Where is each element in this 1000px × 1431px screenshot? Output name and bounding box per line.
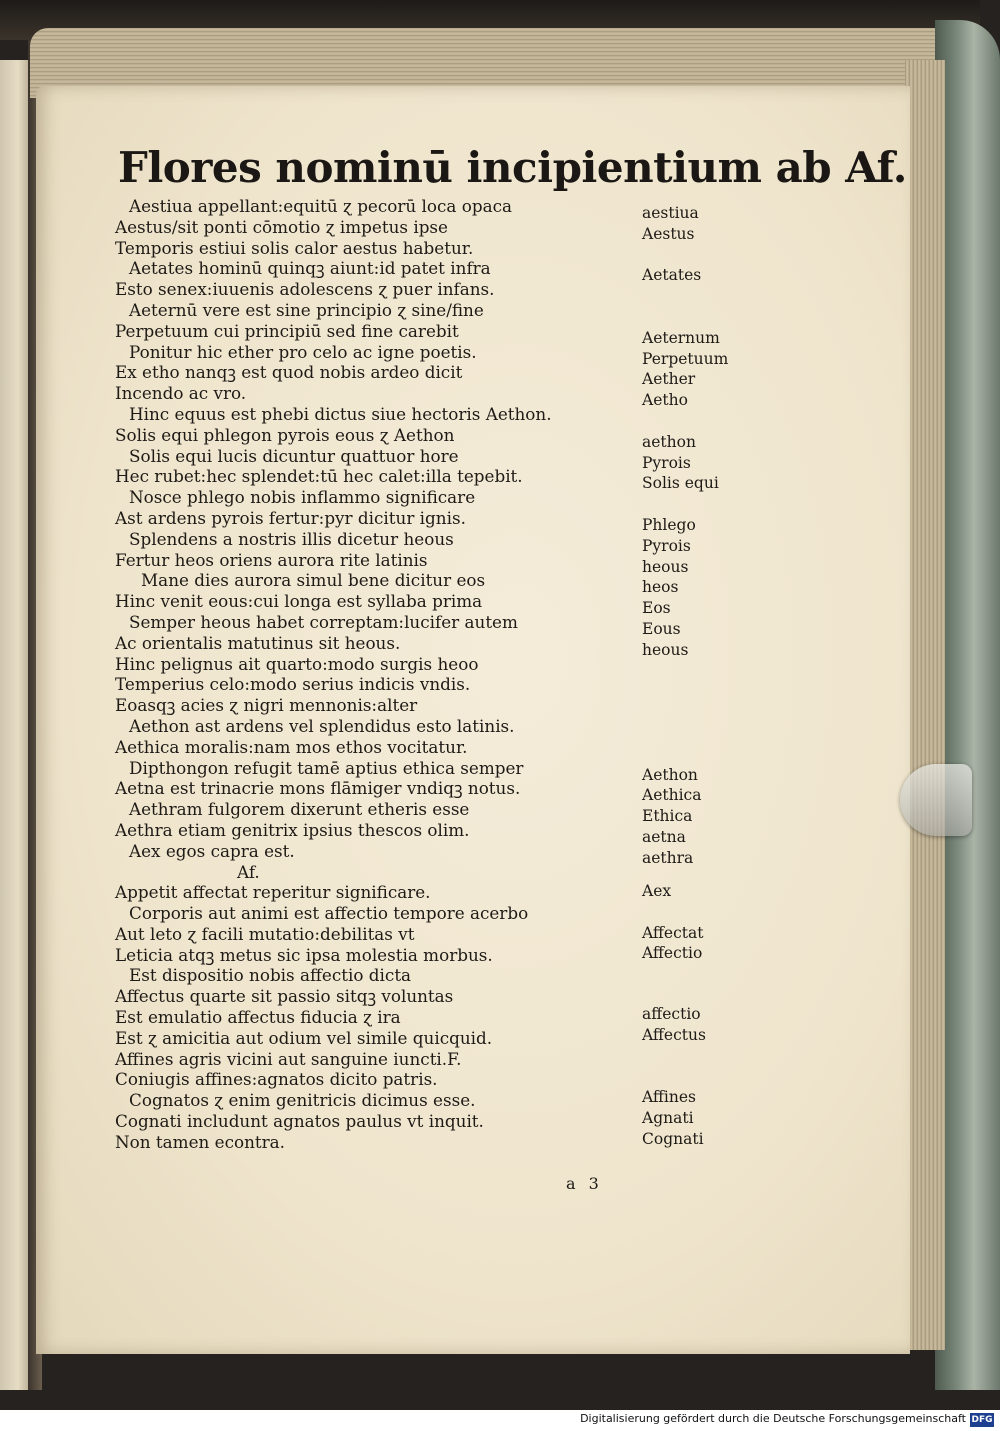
text-line: Nosce phlego nobis inflammo significare [129, 487, 476, 508]
text-line: Coniugis affines:agnatos dicito patris. [115, 1069, 438, 1090]
text-line: Corporis aut animi est affectio tempore acerbo [129, 903, 529, 924]
text-line: Af. [237, 861, 260, 882]
text-line: Cognatos ɀ enim genitricis dicimus esse. [129, 1090, 476, 1111]
text-line: Aethica moralis:nam mos ethos vocitatur. [115, 736, 468, 757]
text-line: Solis equi phlegon pyrois eous ɀ Aethon [115, 424, 455, 445]
marginal-note: heous [642, 557, 689, 576]
marginal-note: Agnati [642, 1108, 694, 1127]
marginal-note: Affectat [642, 923, 704, 942]
marginal-note: Perpetuum [642, 349, 729, 368]
marginal-note: Aestus [642, 224, 695, 243]
marginal-note: Aex [642, 882, 672, 901]
text-line: Aestiua appellant:equitū ɀ pecorū loca opaca [129, 196, 512, 216]
text-line: Non tamen econtra. [115, 1131, 286, 1152]
text-line: Temporis estiui solis calor aestus habetur. [115, 237, 474, 258]
page-clip [900, 764, 972, 836]
marginal-note: Aether [642, 370, 696, 389]
marginal-note: aestiua [642, 204, 699, 222]
text-line: Perpetuum cui principiū sed fine carebit [115, 320, 459, 341]
text-line: Hinc pelignus ait quarto:modo surgis heoo [115, 653, 479, 674]
text-line: Affines agris vicini aut sanguine iuncti.F. [115, 1048, 462, 1069]
text-line: Hinc equus est phebi dictus siue hectoris Aethon. [129, 403, 552, 424]
marginal-note: Pyrois [642, 536, 691, 555]
marginal-note: Aeternum [642, 328, 720, 347]
text-line: Hinc venit eous:cui longa est syllaba prima [115, 591, 483, 612]
marginal-note: Eos [642, 599, 671, 618]
text-line: Splendens a nostris illis dicetur heous [129, 528, 454, 549]
text-line: Solis equi lucis dicuntur quattuor hore [129, 445, 459, 466]
text-line: Aetna est trinacrie mons flāmiger vndiqꝫ notus. [115, 778, 521, 799]
text-line: Hec rubet:hec splendet:tū hec calet:illa tepebit. [115, 466, 523, 487]
text-line: Dipthongon refugit tamē aptius ethica semper [129, 757, 524, 778]
text-line: Aethra etiam genitrix ipsius thescos olim. [115, 819, 470, 840]
marginal-note: Solis equi [642, 474, 719, 493]
text-line: Aethon ast ardens vel splendidus esto latinis. [129, 715, 515, 736]
left-facing-page [0, 60, 30, 1390]
text-line: Affectus quarte sit passio sitqꝫ voluntas [115, 986, 454, 1007]
footer-bar [0, 1410, 1000, 1431]
marginal-note: Cognati [642, 1129, 704, 1148]
signature-mark: a 3 [566, 1174, 603, 1193]
page-heading: Flores nominū incipientium ab Af. [118, 143, 907, 192]
text-line: Esto senex:iuuenis adolescens ɀ puer infans. [115, 279, 495, 300]
text-line: Cognati includunt agnatos paulus vt inquit. [115, 1111, 484, 1132]
text-line: Ast ardens pyrois fertur:pyr dicitur ignis. [115, 507, 466, 528]
marginal-note: aethra [642, 848, 694, 867]
marginal-note: Aethica [642, 786, 702, 805]
text-line: Est emulatio affectus fiducia ɀ ira [115, 1007, 401, 1028]
text-line: Mane dies aurora simul bene dicitur eos [141, 570, 486, 591]
text-line: Est ɀ amicitia aut odium vel simile quicquid. [115, 1027, 493, 1048]
marginal-note: Pyrois [642, 453, 691, 472]
text-line: Aetates hominū quinqꝫ aiunt:id patet infra [129, 258, 491, 279]
page-block-right [905, 60, 945, 1350]
marginal-note: Affectus [642, 1025, 706, 1044]
text-line: Semper heous habet correptam:lucifer autem [129, 611, 518, 632]
text-line: Appetit affectat reperitur significare. [115, 882, 431, 903]
text-line: Temperius celo:modo serius indicis vndis. [115, 674, 471, 695]
text-line: Aestus/sit ponti cōmotio ɀ impetus ipse [115, 216, 448, 237]
text-line: Eoasqꝫ acies ɀ nigri mennonis:alter [115, 695, 418, 716]
main-text-column [115, 196, 615, 1153]
marginal-note: Aethon [642, 765, 698, 784]
marginal-note: aetna [642, 828, 686, 846]
text-line: Est dispositio nobis affectio dicta [129, 965, 412, 986]
marginal-note: Ethica [642, 807, 693, 826]
text-line: Fertur heos oriens aurora rite latinis [115, 549, 428, 570]
text-line: Ex etho nanqꝫ est quod nobis ardeo dicit [115, 362, 463, 383]
marginal-note: Phlego [642, 516, 696, 534]
text-line: Aex egos capra est. [129, 840, 295, 861]
marginal-note: heos [642, 578, 679, 597]
text-line: Ponitur hic ether pro celo ac igne poetis. [129, 341, 477, 362]
marginal-note: aethon [642, 432, 696, 451]
marginal-note: Affectio [642, 944, 703, 963]
marginal-note: Aetates [642, 266, 702, 285]
marginal-note: Eous [642, 620, 681, 638]
marginal-note: Affines [642, 1088, 697, 1106]
text-line: Aeternū vere est sine principio ɀ sine/fine [129, 299, 484, 320]
footer-credit: Digitalisierung gefördert durch die Deutsche Forschungsgemeinschaft [580, 1412, 966, 1425]
dfg-logo-icon: DFG [971, 1415, 993, 1425]
text-line: Aethram fulgorem dixerunt etheris esse [129, 799, 470, 820]
text-line: Ac orientalis matutinus sit heous. [115, 632, 401, 653]
marginal-note: affectio [642, 1004, 701, 1023]
marginal-note: Aetho [642, 391, 688, 410]
text-line: Incendo ac vro. [115, 383, 247, 404]
marginal-note: heous [642, 640, 689, 659]
text-line: Leticia atqꝫ metus sic ipsa molestia morbus. [115, 944, 493, 965]
text-line: Aut leto ɀ facili mutatio:debilitas vt [115, 923, 415, 944]
